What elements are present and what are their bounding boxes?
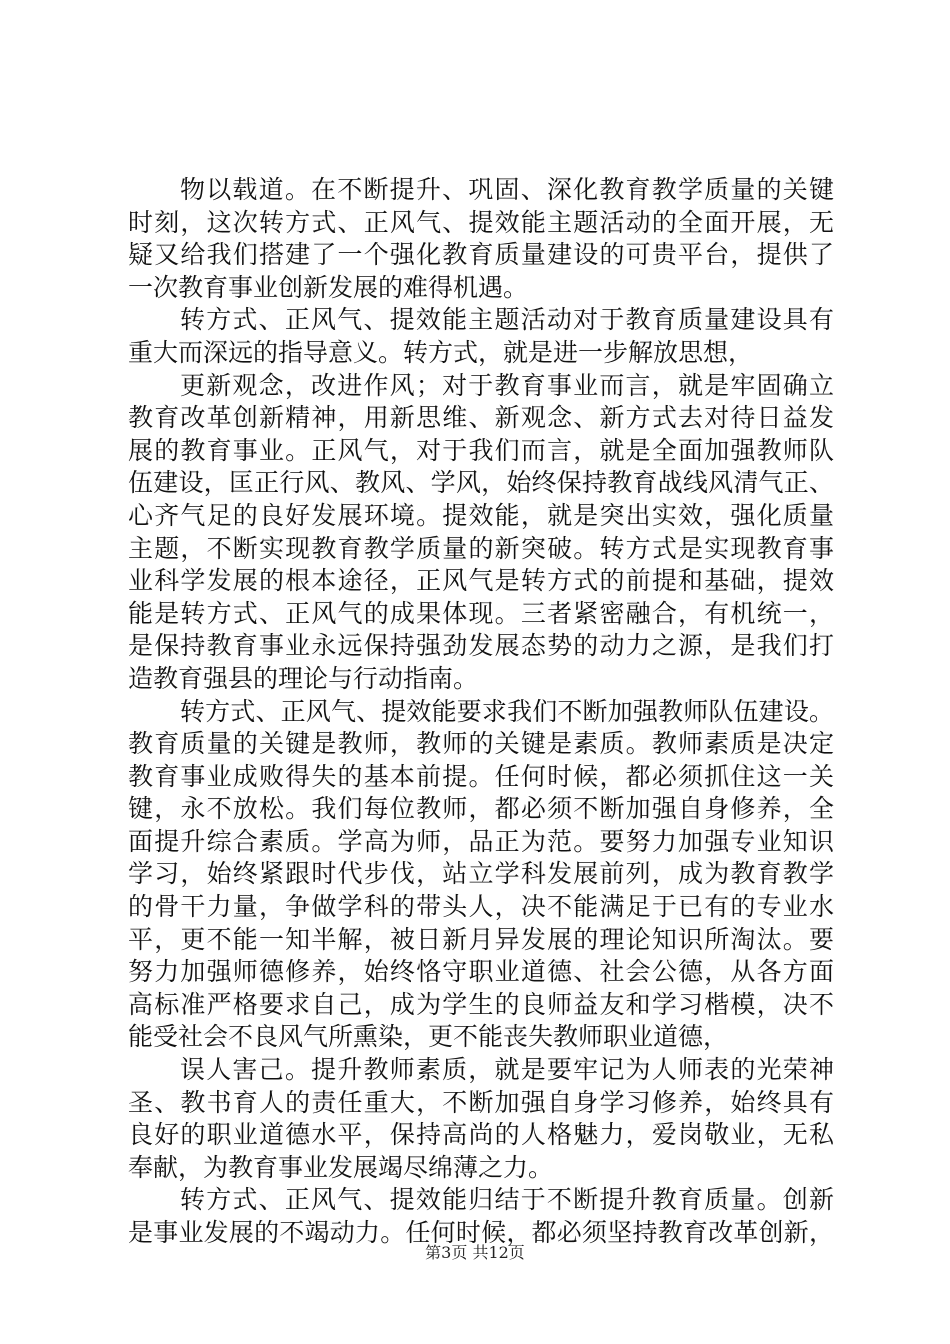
- text-line: 高标准严格要求自己，成为学生的良师益友和学习楷模，决不: [128, 989, 834, 1019]
- text-line: 的骨干力量，争做学科的带头人，决不能满足于已有的专业水: [128, 892, 834, 922]
- page-number-footer: 第3页 共12页: [425, 1243, 525, 1262]
- text-line: 能是转方式、正风气的成果体现。三者紧密融合，有机统一，: [128, 598, 834, 628]
- text-line: 圣、教书育人的责任重大，不断加强自身学习修养，始终具有: [128, 1087, 834, 1117]
- text-line: 业科学发展的根本途径，正风气是转方式的前提和基础，提效: [128, 566, 834, 596]
- text-line: 面提升综合素质。学高为师，品正为范。要努力加强专业知识: [128, 826, 834, 856]
- text-line: 时刻，这次转方式、正风气、提效能主题活动的全面开展，无: [128, 207, 834, 237]
- text-line: 误人害己。提升教师素质，就是要牢记为人师表的光荣神: [180, 1055, 834, 1085]
- text-line: 疑又给我们搭建了一个强化教育质量建设的可贵平台，提供了: [128, 240, 834, 270]
- text-line: 展的教育事业。正风气，对于我们而言，就是全面加强教师队: [128, 435, 834, 465]
- document-body: [128, 174, 834, 1250]
- text-line: 良好的职业道德水平，保持高尚的人格魅力，爱岗敬业，无私: [128, 1120, 834, 1150]
- text-line: 物以载道。在不断提升、巩固、深化教育教学质量的关键: [180, 175, 834, 204]
- text-line: 教育改革创新精神，用新思维、新观念、新方式去对待日益发: [128, 403, 834, 433]
- text-line: 重大而深远的指导意义。转方式，就是进一步解放思想，: [128, 337, 754, 367]
- text-line: 键，永不放松。我们每位教师，都必须不断加强自身修养，全: [128, 794, 834, 824]
- text-line: 平，更不能一知半解，被日新月异发展的理论知识所淘汰。要: [128, 924, 834, 954]
- text-line: 一次教育事业创新发展的难得机遇。: [128, 272, 529, 302]
- text-line: 教育事业成败得失的基本前提。任何时候，都必须抓住这一关: [128, 761, 834, 791]
- text-line: 心齐气足的良好发展环境。提效能，就是突出实效，强化质量: [128, 500, 834, 530]
- text-line: 学习，始终紧跟时代步伐，站立学科发展前列，成为教育教学: [128, 859, 834, 889]
- text-line: 奉献，为教育事业发展竭尽绵薄之力。: [128, 1152, 554, 1182]
- text-line: 转方式、正风气、提效能主题活动对于教育质量建设具有: [180, 305, 834, 335]
- text-line: 转方式、正风气、提效能要求我们不断加强教师队伍建设。: [180, 696, 834, 726]
- text-line: 教育质量的关键是教师，教师的关键是素质。教师素质是决定: [128, 729, 834, 759]
- text-line: 转方式、正风气、提效能归结于不断提升教育质量。创新: [180, 1185, 834, 1215]
- text-line: 造教育强县的理论与行动指南。: [128, 663, 479, 693]
- text-line: 是事业发展的不竭动力。任何时候，都必须坚持教育改革创新，: [128, 1218, 834, 1247]
- text-line: 是保持教育事业永远保持强劲发展态势的动力之源，是我们打: [128, 631, 834, 661]
- text-line: 能受社会不良风气所熏染，更不能丧失教师职业道德，: [128, 1022, 729, 1052]
- text-line: 努力加强师德修养，始终恪守职业道德、社会公德，从各方面: [128, 957, 834, 987]
- text-line: 伍建设，匡正行风、教风、学风，始终保持教育战线风清气正、: [128, 468, 834, 498]
- text-line: 更新观念，改进作风；对于教育事业而言，就是牢固确立: [180, 370, 834, 400]
- text-line: 主题，不断实现教育教学质量的新突破。转方式是实现教育事: [128, 533, 834, 563]
